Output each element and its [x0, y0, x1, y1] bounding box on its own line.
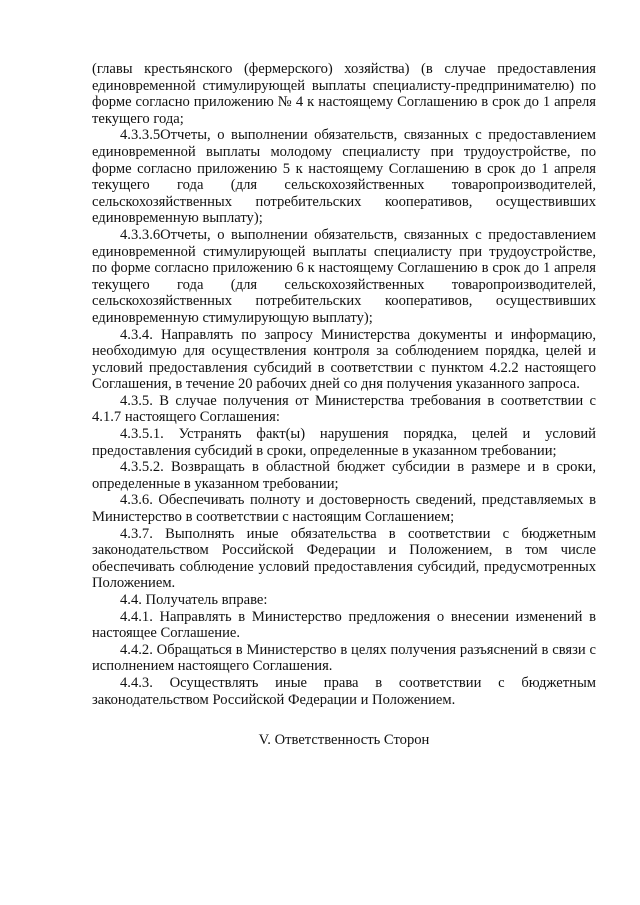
- paragraph-4-3-3-6: 4.3.3.6Отчеты, о выполнении обязательств, связанных с предоставлением единовременной стимулирующей выплаты специалисту при трудоустройстве, по форме согласно приложению 6 к настоящему Соглашению в срок до 1 апреля текущего года (для сельскохозяйственных товаропроизводителей, сельскохозяйственных потребительских кооперативов, осуществивших единовременную стимулирующую выплату);: [92, 226, 596, 326]
- paragraph-4-4: 4.4. Получатель вправе:: [120, 592, 268, 608]
- paragraph-4-3-6: 4.3.6. Обеспечивать полноту и достоверность сведений, представляемых в Министерство в соответствии с настоящим Соглашением;: [92, 492, 596, 526]
- document-page: [92, 61, 596, 749]
- paragraph-4-3-7: 4.3.7. Выполнять иные обязательства в соответствии с бюджетным законодательством Российской Федерации и Положением, в том числе обеспечивать соблюдение условий предоставления субсидий, предусмотренных Положением.: [92, 525, 596, 592]
- paragraph-4-3-5-2: 4.3.5.2. Возвращать в областной бюджет субсидии в размере и в сроки, определенные в указанном требовании;: [92, 459, 596, 492]
- paragraph-4-3-3-5: 4.3.3.5Отчеты, о выполнении обязательств, связанных с предоставлением единовременной выплаты молодому специалисту при трудоустройстве, по форме согласно приложению 5 к настоящему Соглашению в срок до 1 апреля текущего года (для сельскохозяйственных товаропроизводителей, сельскохозяйственных потребительских кооперативов, осуществивших единовременную выплату);: [92, 127, 596, 227]
- paragraph-4-4-3: 4.4.3. Осуществлять иные права в соответствии с бюджетным законодательством Российской Федерации и Положением.: [92, 674, 596, 708]
- paragraph-4-3-5-1: 4.3.5.1. Устранять факт(ы) нарушения порядка, целей и условий предоставления субсидий в сроки, определенные в указанном требовании;: [92, 426, 596, 459]
- paragraph-continuation: (главы крестьянского (фермерского) хозяйства) (в случае предоставления единовременной стимулирующей выплаты специалисту-предпринимателю) по форме согласно приложению № 4 к настоящему Соглашению в срок до 1 апреля текущего года;: [92, 61, 596, 127]
- section-heading: V. Ответственность Сторон: [258, 732, 430, 749]
- paragraph-4-4-2: 4.4.2. Обращаться в Министерство в целях получения разъяснений в связи с исполнением настоящего Соглашения.: [92, 641, 596, 675]
- paragraph-4-4-1: 4.4.1. Направлять в Министерство предложения о внесении изменений в настоящее Соглашение.: [92, 608, 596, 642]
- paragraph-4-3-4: 4.3.4. Направлять по запросу Министерства документы и информацию, необходимую для осуществления контроля за соблюдением порядка, целей и условий предоставления субсидий в соответствии с пунктом 4.2.2 настоящего Соглашения, в течение 20 рабочих дней со дня получения указанного запроса.: [92, 326, 596, 393]
- paragraph-4-3-5: 4.3.5. В случае получения от Министерства требования в соответствии с 4.1.7 настоящего Соглашения:: [92, 392, 596, 426]
